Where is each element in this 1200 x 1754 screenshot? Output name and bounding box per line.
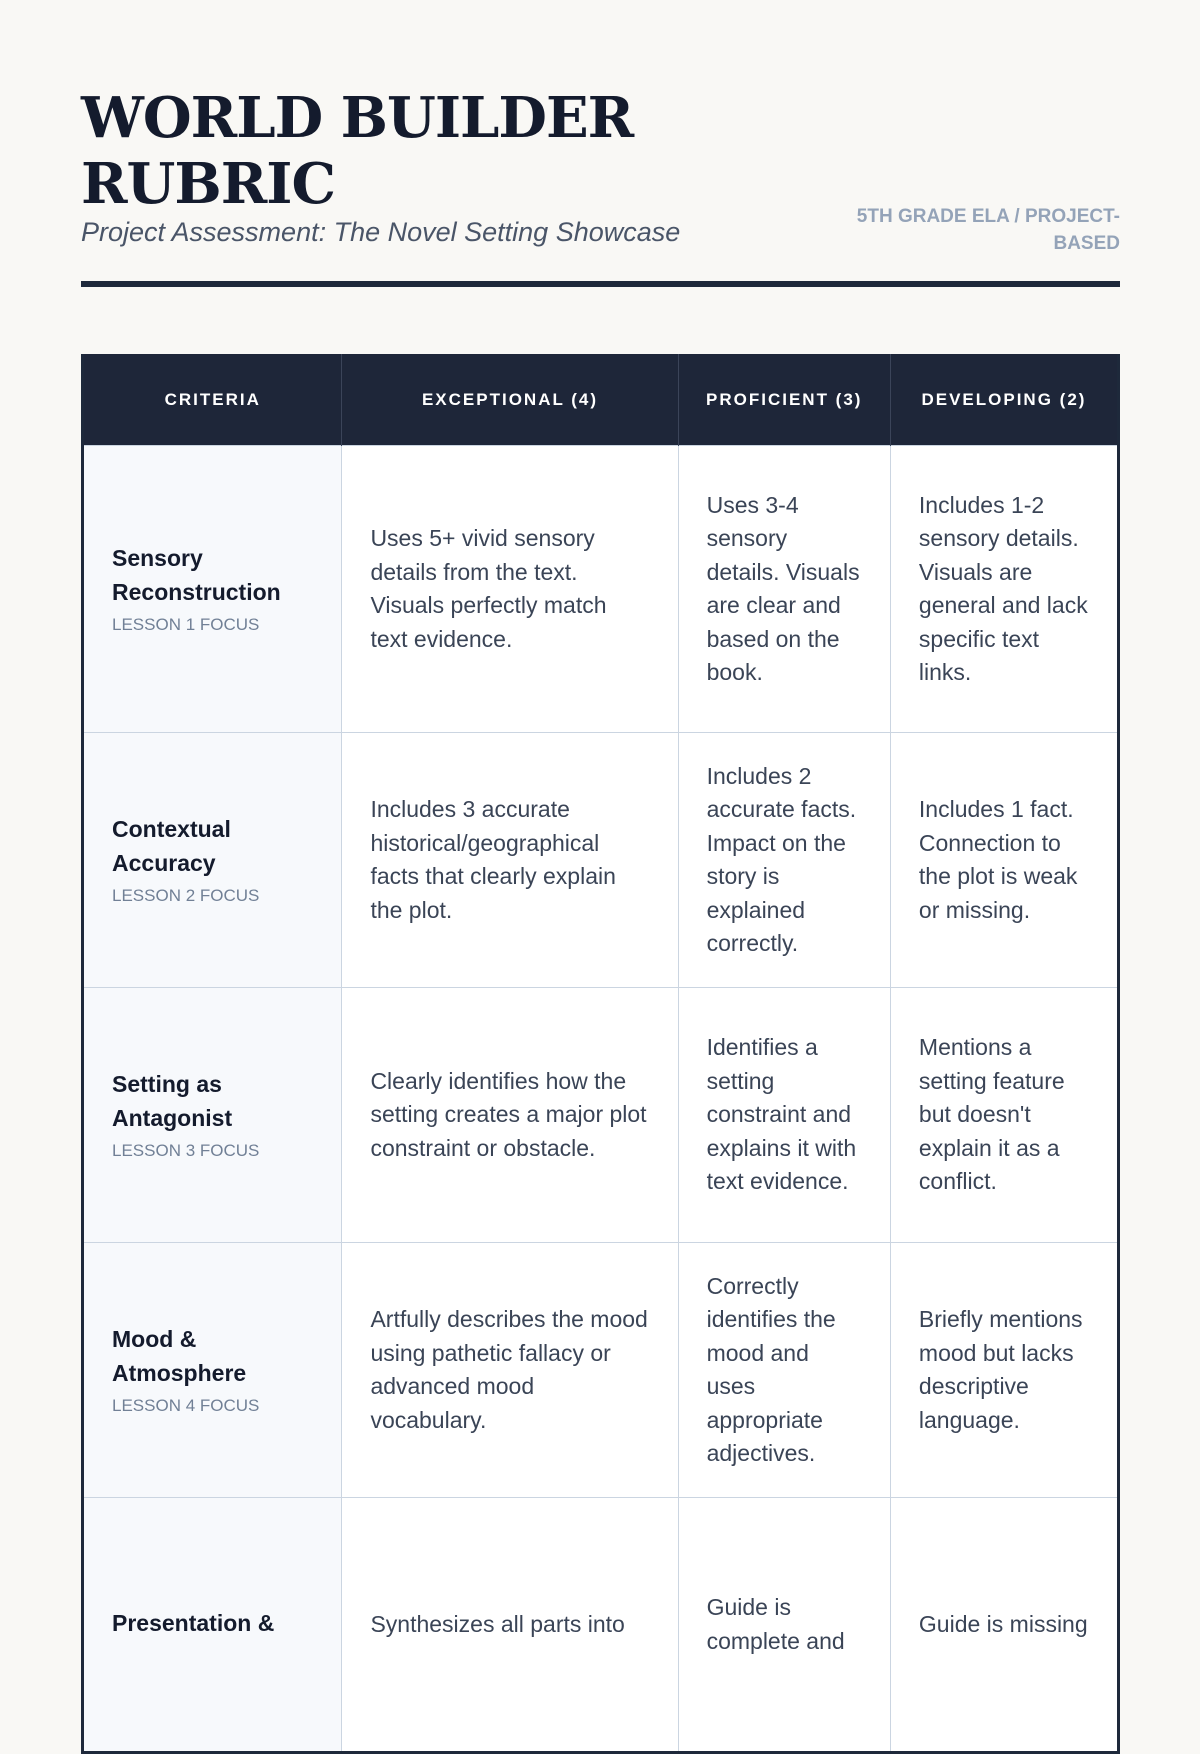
criterion-cell <box>83 1243 342 1498</box>
criterion-name: Mood & Atmosphere <box>112 1326 247 1386</box>
page-title: WORLD BUILDER RUBRIC <box>81 85 634 217</box>
proficient-cell: Uses 3-4 sensory details. Visuals are clear and based on the book. <box>678 446 890 733</box>
developing-cell: Includes 1-2 sensory details. Visuals are general and lack specific text links. <box>890 446 1118 733</box>
criterion-cell <box>83 733 342 988</box>
proficient-cell: Guide is complete and <box>678 1498 890 1753</box>
criterion-cell <box>83 988 342 1243</box>
exceptional-cell: Includes 3 accurate historical/geographical facts that clearly explain the plot. <box>342 733 678 988</box>
developing-cell: Briefly mentions mood but lacks descriptive language. <box>890 1243 1118 1498</box>
exceptional-cell: Uses 5+ vivid sensory details from the text. Visuals perfectly match text evidence. <box>342 446 678 733</box>
criterion-name: Presentation & <box>112 1609 275 1636</box>
exceptional-cell: Clearly identifies how the setting creates a major plot constraint or obstacle. <box>342 988 678 1243</box>
exceptional-cell: Synthesizes all parts into <box>342 1498 678 1753</box>
lesson-focus: LESSON 2 FOCUS <box>112 886 260 905</box>
developing-cell: Guide is missing <box>890 1498 1118 1753</box>
proficient-cell: Identifies a setting constraint and explains it with text evidence. <box>678 988 890 1243</box>
criterion-cell <box>83 446 342 733</box>
rubric-table <box>81 354 1120 1754</box>
proficient-cell: Includes 2 accurate facts. Impact on the story is explained correctly. <box>678 733 890 988</box>
table-row <box>83 446 1119 733</box>
criterion-cell <box>83 1498 342 1753</box>
criterion-name: Contextual Accuracy <box>112 816 231 876</box>
header <box>81 85 1120 285</box>
criterion-name: Sensory Reconstruction <box>112 545 281 605</box>
lesson-focus: LESSON 1 FOCUS <box>112 615 260 634</box>
lesson-focus: LESSON 3 FOCUS <box>112 1141 260 1160</box>
developing-cell: Mentions a setting feature but doesn't explain it as a conflict. <box>890 988 1118 1243</box>
criterion-name: Setting as Antagonist <box>112 1071 233 1131</box>
developing-cell: Includes 1 fact. Connection to the plot is weak or missing. <box>890 733 1118 988</box>
column-header-proficient: PROFICIENT (3) <box>678 354 890 446</box>
header-divider <box>81 281 1120 287</box>
column-header-criteria: CRITERIA <box>83 354 342 446</box>
table-row <box>83 733 1119 988</box>
exceptional-cell: Artfully describes the mood using pathetic fallacy or advanced mood vocabulary. <box>342 1243 678 1498</box>
table-row <box>83 988 1119 1243</box>
column-header-developing: DEVELOPING (2) <box>890 354 1118 446</box>
table-row <box>83 1498 1119 1753</box>
grade-label: 5TH GRADE ELA / PROJECT-BASED <box>856 206 1120 254</box>
lesson-focus: LESSON 4 FOCUS <box>112 1396 260 1415</box>
page-subtitle: Project Assessment: The Novel Setting Showcase <box>81 217 681 247</box>
column-header-exceptional: EXCEPTIONAL (4) <box>342 354 678 446</box>
table-row <box>83 1243 1119 1498</box>
proficient-cell: Correctly identifies the mood and uses appropriate adjectives. <box>678 1243 890 1498</box>
